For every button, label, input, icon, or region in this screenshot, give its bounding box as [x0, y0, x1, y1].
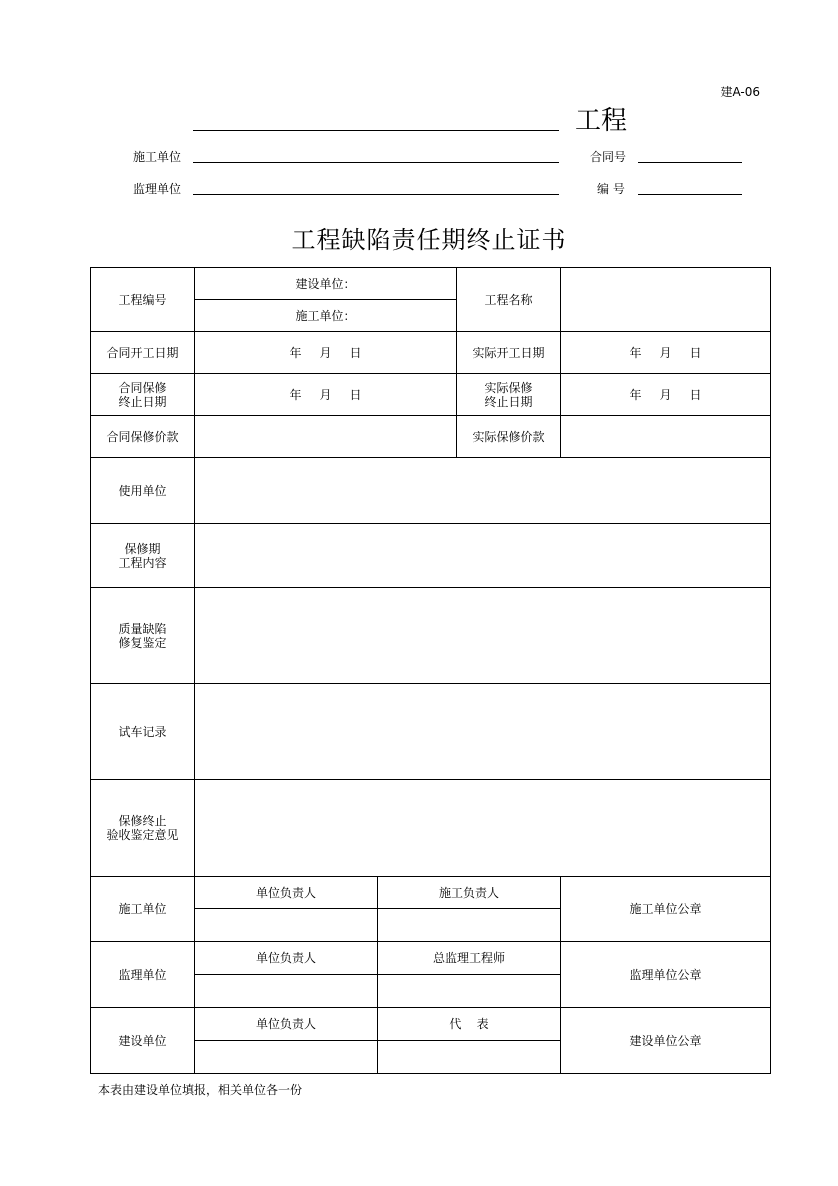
contract-warranty-end-label-line1: 合同保修 — [118, 380, 167, 395]
supervision-unit-label: 监理单位 — [133, 182, 182, 196]
year-label: 年 — [629, 345, 642, 360]
year-label: 年 — [289, 387, 302, 402]
actual-warranty-end-label-line1: 实际保修 — [484, 380, 533, 395]
construction-manager-signature[interactable] — [378, 909, 561, 942]
acceptance-label-line2: 验收鉴定意见 — [106, 828, 179, 842]
contract-start-label: 合同开工日期 — [91, 332, 195, 374]
client-unit-field[interactable] — [195, 268, 457, 300]
client-unit-head-signature[interactable] — [195, 1041, 378, 1074]
project-no-label: 工程编号 — [91, 268, 195, 332]
construction-unit-line[interactable] — [193, 162, 559, 163]
user-unit-label: 使用单位 — [91, 458, 195, 524]
sign-client-unit-label: 建设单位 — [91, 1008, 195, 1074]
year-label: 年 — [289, 345, 302, 360]
acceptance-label — [91, 780, 195, 877]
acceptance-label-line1: 保修终止 — [118, 814, 167, 828]
warranty-content-label-line1: 保修期 — [124, 541, 161, 556]
trial-run-field[interactable] — [195, 684, 771, 780]
supervision-unit-head-label: 单位负责人 — [195, 942, 378, 975]
contract-warranty-price-label: 合同保修价款 — [91, 416, 195, 458]
project-name-field[interactable] — [561, 268, 771, 332]
defect-repair-label-line2: 修复鉴定 — [118, 635, 167, 650]
contract-no-label: 合同号 — [590, 150, 627, 164]
client-seal-label: 建设单位公章 — [561, 1008, 771, 1074]
actual-warranty-price-field[interactable] — [561, 416, 771, 458]
project-name-label: 工程名称 — [457, 268, 561, 332]
serial-no-line[interactable] — [638, 194, 742, 195]
page-title: 工程缺陷责任期终止证书 — [291, 226, 567, 254]
chief-supervisor-label: 总监理工程师 — [378, 942, 561, 975]
certificate-table — [90, 267, 771, 1074]
defect-repair-label — [91, 588, 195, 684]
year-label: 年 — [629, 387, 642, 402]
warranty-content-field[interactable] — [195, 524, 771, 588]
actual-warranty-end-label-line2: 终止日期 — [484, 394, 533, 409]
warranty-content-label-line2: 工程内容 — [118, 555, 167, 570]
user-unit-field[interactable] — [195, 458, 771, 524]
client-unit-head-label: 单位负责人 — [195, 1008, 378, 1041]
supervision-seal-label: 监理单位公章 — [561, 942, 771, 1008]
representative-label: 代 表 — [378, 1008, 561, 1041]
representative-signature[interactable] — [378, 1041, 561, 1074]
actual-warranty-end-label — [457, 374, 561, 416]
client-unit-label: 建设单位： — [295, 276, 356, 291]
form-code: 建A-06 — [720, 85, 760, 99]
construction-seal-label: 施工单位公章 — [561, 877, 771, 942]
contractor-unit-label: 施工单位： — [295, 308, 356, 323]
day-label: 日 — [349, 387, 362, 402]
acceptance-field[interactable] — [195, 780, 771, 877]
contract-warranty-price-field[interactable] — [195, 416, 457, 458]
month-label: 月 — [319, 387, 332, 402]
construction-manager-label: 施工负责人 — [378, 877, 561, 909]
actual-warranty-price-label: 实际保修价款 — [457, 416, 561, 458]
day-label: 日 — [689, 387, 702, 402]
actual-start-label: 实际开工日期 — [457, 332, 561, 374]
sign-construction-unit-label: 施工单位 — [91, 877, 195, 942]
contract-warranty-end-label — [91, 374, 195, 416]
construction-unit-head-label: 单位负责人 — [195, 877, 378, 909]
chief-supervisor-signature[interactable] — [378, 975, 561, 1008]
day-label: 日 — [689, 345, 702, 360]
supervision-unit-line[interactable] — [193, 194, 559, 195]
contract-warranty-end-date-field[interactable] — [195, 374, 457, 416]
project-suffix: 工程 — [575, 106, 628, 136]
contractor-unit-field[interactable] — [195, 300, 457, 332]
trial-run-label: 试车记录 — [91, 684, 195, 780]
construction-unit-head-signature[interactable] — [195, 909, 378, 942]
contract-no-line[interactable] — [638, 162, 742, 163]
warranty-content-label — [91, 524, 195, 588]
defect-repair-field[interactable] — [195, 588, 771, 684]
footnote: 本表由建设单位填报，相关单位各一份 — [98, 1083, 303, 1097]
contract-start-date-field[interactable] — [195, 332, 457, 374]
supervision-unit-head-signature[interactable] — [195, 975, 378, 1008]
construction-unit-label: 施工单位 — [133, 150, 182, 164]
month-label: 月 — [659, 387, 672, 402]
contract-warranty-end-label-line2: 终止日期 — [118, 394, 167, 409]
actual-start-date-field[interactable] — [561, 332, 771, 374]
project-name-line[interactable] — [193, 130, 559, 131]
month-label: 月 — [319, 345, 332, 360]
sign-supervision-unit-label: 监理单位 — [91, 942, 195, 1008]
serial-no-label: 编 号 — [597, 182, 625, 196]
month-label: 月 — [659, 345, 672, 360]
day-label: 日 — [349, 345, 362, 360]
defect-repair-label-line1: 质量缺陷 — [118, 621, 167, 636]
actual-warranty-end-date-field[interactable] — [561, 374, 771, 416]
